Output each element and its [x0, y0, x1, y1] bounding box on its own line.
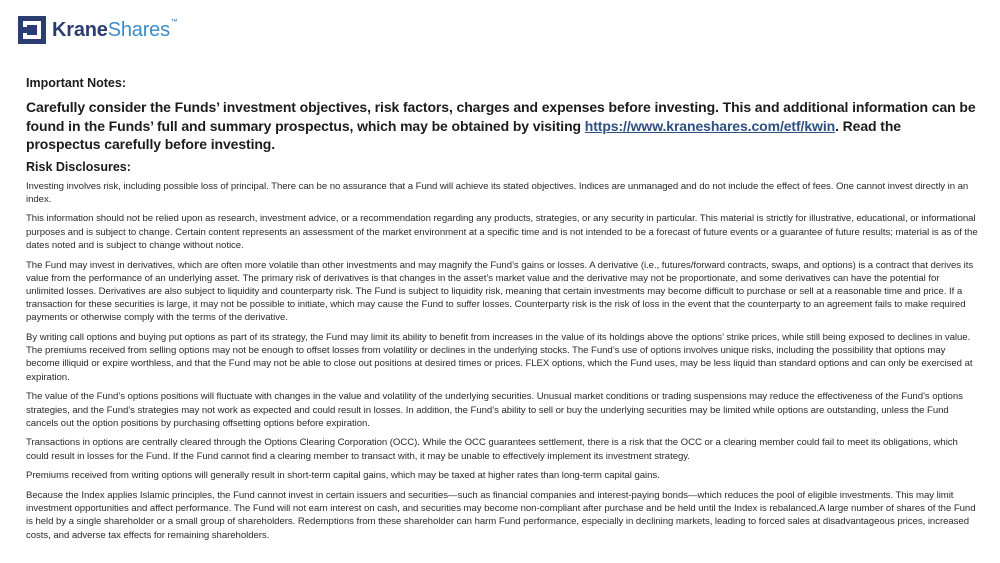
risk-paragraph: Because the Index applies Islamic principles, the Fund cannot invest in certain issuers and securities—such as financial companies and interest-paying bonds—which reduces the pool of eligible investments. This may limit investment opportunities and affect performance. The Fund will not earn interest on cash, and securities may become non-compliant after purchase and be held until the Index is rebalanced.A large number of shares of the Fund is held by a single shareholder or a small group of shareholders. Redemptions from these shareholder can harm Fund performance, especially in declining markets, leading to forced sales at disadvantageous prices, increased costs, and adverse tax effects for remaining shareholders. [26, 490, 976, 541]
disclosure-content [26, 76, 978, 548]
logo-wordmark [52, 19, 178, 42]
prospectus-notice [26, 98, 978, 154]
prospectus-link[interactable]: https://www.kraneshares.com/etf/kwin [584, 117, 836, 134]
kraneshares-logo-icon [18, 16, 46, 44]
prospectus-notice-text-end: . Read the prospectus carefully before investing. [26, 117, 901, 152]
risk-paragraph: Investing involves risk, including possible loss of principal. There can be no assurance that a Fund will achieve its stated objectives. Indices are unmanaged and do not include the effect of fees. One cannot invest directly in an index. [26, 180, 969, 205]
risk-disclosures-heading: Risk Disclosures: [26, 159, 131, 174]
risk-paragraph: This information should not be relied upon as research, investment advice, or a recommendation regarding any products, strategies, or any security in particular. This material is strictly for illustrative, educational, or informational purposes and is subject to change. Certain content represents an assessment of the market environment at a specific time and is not intended to be a forecast of future events or a guarantee of future results; material is as of the dates noted and is subject to change without notice. [26, 213, 978, 251]
risk-paragraph: The value of the Fund’s options positions will fluctuate with changes in the value and volatility of the underlying securities. Unusual market conditions or trading suspensions may reduce the effectiveness of the Fund’s options strategies, and the Fund’s strategies may not work as expected and could result in losses. In addition, the Fund’s ability to sell or buy the underlying securities may be limited while options are outstanding, unless the Fund cancels out the option positions by purchasing offsetting options before expiration. [26, 391, 963, 429]
logo-trademark: ™ [170, 18, 178, 26]
risk-paragraph: Premiums received from writing options will generally result in short-term capital gains, which may be taxed at higher rates than long-term capital gains. [26, 470, 660, 482]
logo-brand-shares: Shares [107, 18, 170, 41]
kraneshares-logo [18, 16, 178, 44]
important-notes-heading: Important Notes: [26, 76, 126, 90]
logo-brand-krane: Krane [52, 18, 108, 41]
risk-paragraph: Transactions in options are centrally cleared through the Options Clearing Corporation (OCC). While the OCC guarantees settlement, there is a risk that the OCC or a clearing member could fail to meet its obligations, which could result in losses for the Fund. If the Fund cannot find a clearing member to transact with, it may be unable to effectively implement its investment strategy. [26, 437, 958, 462]
prospectus-notice-text: Carefully consider the Funds’ investment objectives, risk factors, charges and expenses before investing. This and additional information can be found in the Funds’ full and summary prospectus, which may be obtained by visiting [26, 99, 976, 134]
risk-paragraph: By writing call options and buying put options as part of its strategy, the Fund may limit its ability to benefit from increases in the value of its holdings above the options’ strike prices, while still being exposed to declines in value. The premiums received from selling options may not be enough to offset losses from volatility or declines in the underlying stocks. The Fund’s use of options involves unique risks, including the possibility that options may become illiquid or expire worthless, and that the Fund may not be able to close out positions at desired times or prices. FLEX options, which the Fund uses, may be less liquid than standard options and can only be exercised at expiration. [26, 332, 973, 383]
risk-paragraph: The Fund may invest in derivatives, which are often more volatile than other investments and may magnify the Fund’s gains or losses. A derivative (i.e., futures/forward contracts, swaps, and options) is a contract that derives its value from the performance of an underlying asset. The primary risk of derivatives is that changes in the asset’s market value and the derivative may not be proportionate, and some derivatives can have the potential for unlimited losses. Derivatives are also subject to liquidity and counterparty risk. The Fund is subject to liquidity risk, meaning that certain investments may become difficult to purchase or sell at a reasonable time and price. If a transaction for these securities is large, it may not be possible to initiate, which may cause the Fund to suffer losses. Counterparty risk is the risk of loss in the event that the counterparty to an agreement fails to make required payments or otherwise comply with the terms of the derivative. [26, 259, 974, 324]
